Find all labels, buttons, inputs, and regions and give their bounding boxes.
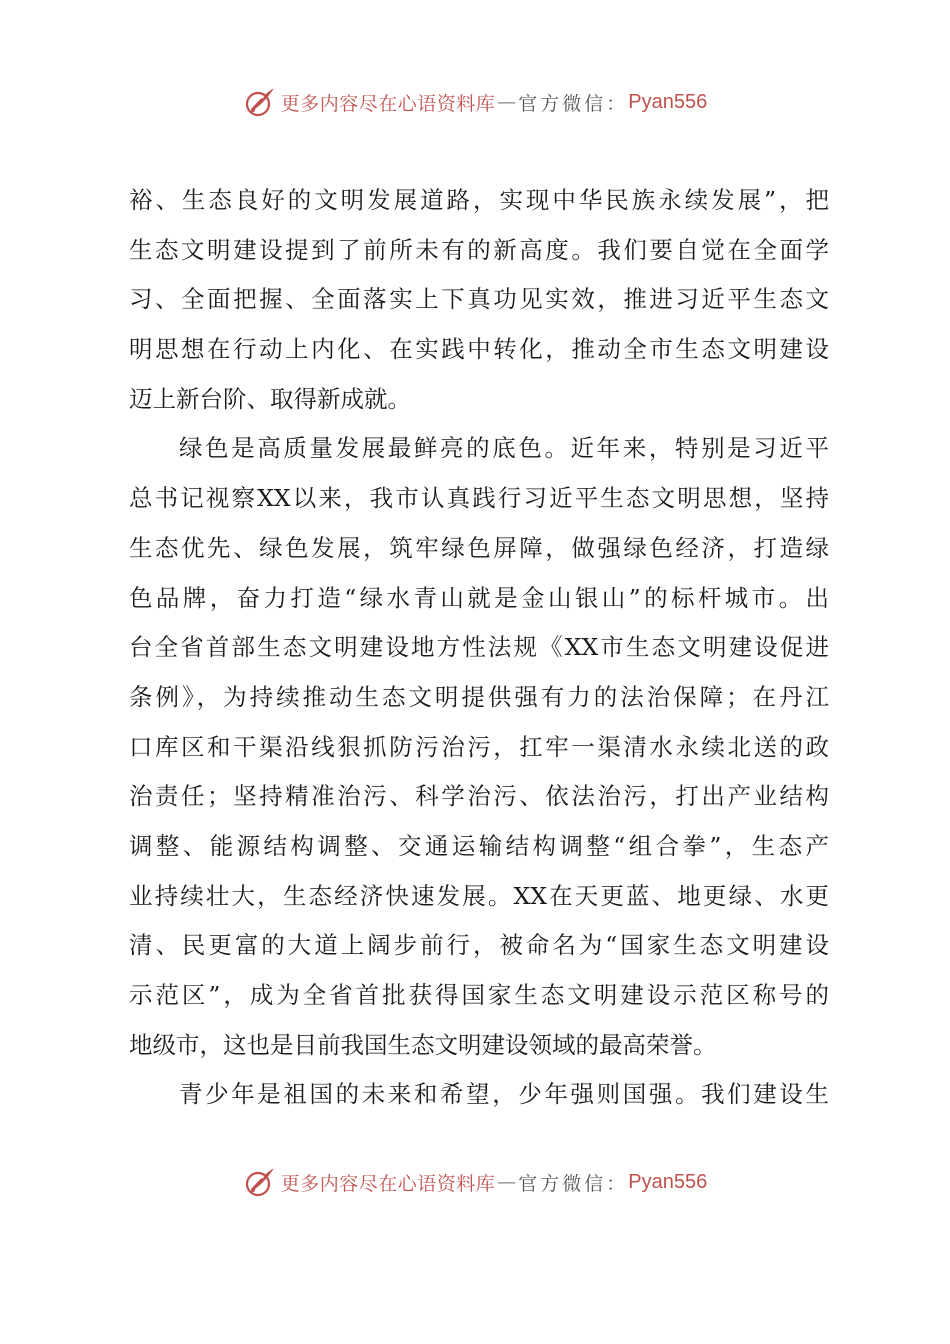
wechat-id: Pyan556 [628,90,708,113]
footer-watermark-banner [0,1162,950,1202]
banner-dash: — [497,1171,517,1193]
text-line: 裕、生态良好的文明发展道路，实现中华民族永续发展”，把 [129,186,829,214]
header-watermark-banner [0,82,950,122]
text-line: 条例》，为持续推动生态文明提供强有力的法治保障；在丹江 [129,682,829,711]
text-line: 迈上新台阶、取得新成就。 [129,384,411,413]
text-line: 习、全面把握、全面落实上下真功见实效，推进习近平生态文 [129,285,829,314]
site-name-text: 更多内容尽在心语资料库 [280,1172,496,1195]
text-line: 业持续壮大，生态经济快速发展。XX在天更蓝、地更绿、水更 [129,881,829,910]
paragraph-first-line: 绿色是高质量发展最鲜亮的底色。近年来，特别是习近平 [179,434,829,463]
text-line: 示范区”，成为全省首批获得国家生态文明建设示范区称号的 [129,981,829,1009]
wechat-label: 官方微信： [518,92,629,115]
text-line: 生态优先、绿色发展，筑牢绿色屏障，做强绿色经济，打造绿 [129,533,829,562]
text-line: 台全省首部生态文明建设地方性法规《XX市生态文明建设促进 [129,633,829,662]
text-line: 地级市，这也是目前我国生态文明建设领域的最高荣誉。 [129,1030,717,1059]
text-line: 清、民更富的大道上阔步前行，被命名为“国家生态文明建设 [129,931,829,960]
text-line: 口库区和干渠沿线狠抓防污治污，扛牢一渠清水永续北送的政 [129,732,829,761]
wechat-id: Pyan556 [628,1170,708,1193]
text-line: 治责任；坚持精准治污、科学治污、依法治污，打出产业结构 [129,782,829,811]
document-body [129,176,829,1120]
quill-logo-icon [243,85,277,119]
text-line: 总书记视察XX以来，我市认真践行习近平生态文明思想，坚持 [129,484,829,513]
text-line: 明思想在行动上内化、在实践中转化，推动全市生态文明建设 [129,335,829,364]
site-name-text: 更多内容尽在心语资料库 [280,92,496,115]
text-line: 生态文明建设提到了前所未有的新高度。我们要自觉在全面学 [129,235,829,264]
banner-dash: — [497,91,517,113]
paragraph-first-line: 青少年是祖国的未来和希望，少年强则国强。我们建设生 [179,1080,829,1109]
text-line: 调整、能源结构调整、交通运输结构调整“组合拳”，生态产 [129,831,829,860]
text-line: 色品牌，奋力打造“绿水青山就是金山银山”的标杆城市。出 [129,583,829,612]
wechat-label: 官方微信： [518,1172,629,1195]
quill-logo-icon [243,1165,277,1199]
